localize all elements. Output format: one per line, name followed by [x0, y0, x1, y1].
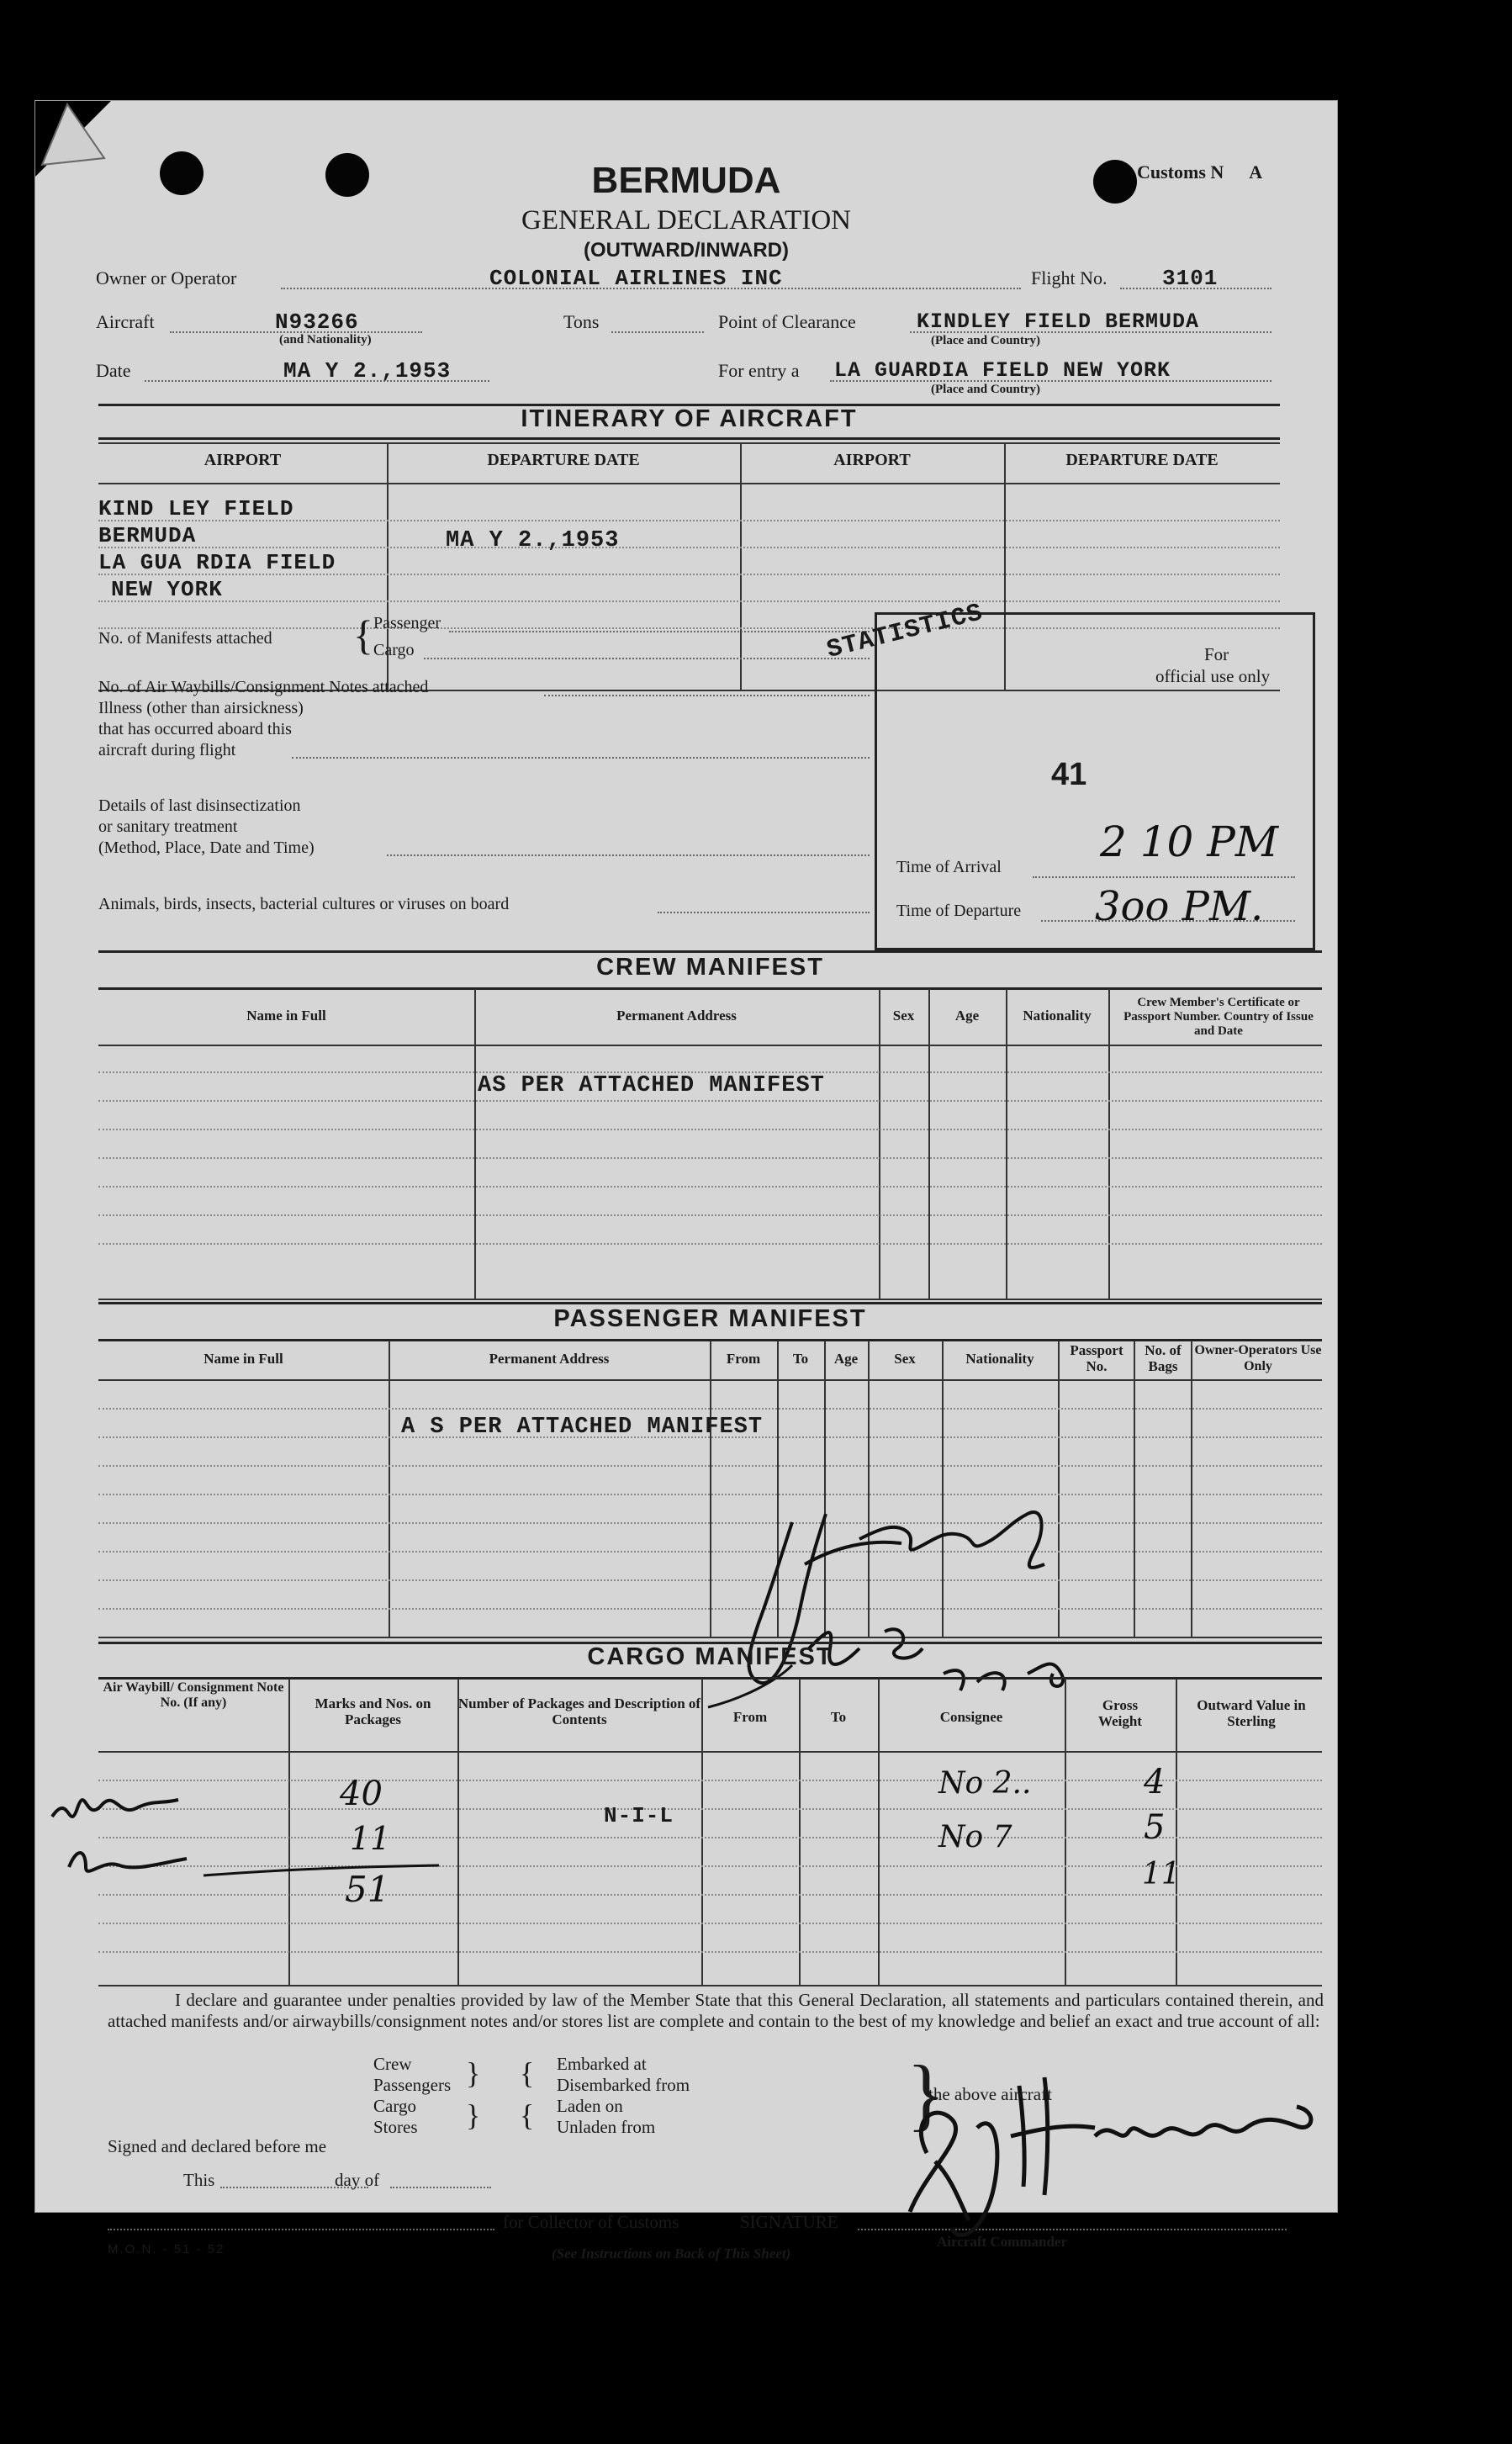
customs-number: [1137, 161, 1262, 183]
statistics-number: 41: [1051, 757, 1087, 792]
form-title: GENERAL DECLARATION: [521, 205, 851, 235]
departure-label: Time of Departure: [896, 902, 1022, 920]
disinsect-line-1: Details of last disinsectization: [98, 796, 301, 815]
crew-header-nationality: Nationality: [1023, 1008, 1092, 1024]
illness-line-2: that has occurred aboard this: [98, 720, 292, 738]
signed-label: Signed and declared before me: [108, 2136, 327, 2156]
pax-header-owner: Owner-Operators Use Only: [1194, 1343, 1322, 1373]
pax-header-bags: No. of Bags: [1145, 1342, 1182, 1374]
cargo-contents: N-I-L: [604, 1803, 674, 1828]
crew-note: AS PER ATTACHED MANIFEST: [478, 1073, 825, 1098]
decl-stores: Stores: [373, 2117, 418, 2137]
cargo-header-to: To: [830, 1709, 847, 1725]
itin-airport-1: KIND LEY FIELD: [98, 496, 294, 521]
illness-line-3: aircraft during flight: [98, 741, 236, 759]
cargo-hand-consignee-2: No 7: [938, 1820, 1012, 1854]
cargo-hand-marks-1: 40: [340, 1775, 383, 1813]
itin-airport-4: NEW YORK: [111, 577, 223, 602]
tons-label: Tons: [563, 311, 600, 332]
decl-embarked: Embarked at: [557, 2054, 647, 2074]
cargo-header-value: Outward Value in Sterling: [1197, 1697, 1306, 1729]
day-of-label: day of: [335, 2170, 380, 2190]
decl-brace-left: } }: [466, 2056, 481, 2132]
decl-cargo: Cargo: [373, 2096, 416, 2116]
cargo-header-consignee: Consignee: [939, 1709, 1003, 1725]
cargo-header-marks: Marks and Nos. on Packages: [315, 1695, 431, 1727]
decl-right: the above aircraft: [928, 2084, 1052, 2104]
decl-brace-mid: { {: [520, 2056, 535, 2132]
cargo-hand-weight-1: 4: [1144, 1763, 1166, 1801]
cargo-hand-weight-3: 11: [1142, 1857, 1181, 1891]
declaration-text: I declare and guarantee under penalties provided by law of the Member State that this General Declaration, all statements and particulars contained therein, and attached manifests and/or airwaybills/consignment notes and/or stores list are complete and contain to the best of my knowledge and belief an exact and true account of all:: [108, 1990, 1324, 2031]
customs-value: A: [1249, 161, 1263, 183]
cargo-hand-marks-3: 51: [345, 1869, 390, 1910]
date-label: Date: [96, 360, 131, 381]
aircraft-value: N93266: [275, 309, 359, 335]
cargo-hand-consignee-1: No 2..: [938, 1766, 1032, 1801]
crew-header-age: Age: [954, 1008, 980, 1024]
illness-label: [98, 698, 304, 761]
disinsect-label: [98, 796, 315, 859]
crew-header-address: Permanent Address: [616, 1008, 737, 1024]
owner-value: COLONIAL AIRLINES INC: [489, 266, 783, 291]
official-use-label: official use only: [1155, 666, 1271, 686]
arrival-label: Time of Arrival: [896, 858, 1002, 876]
illness-line-1: Illness (other than airsickness): [98, 699, 304, 717]
cargo-hand-weight-2: 5: [1144, 1808, 1166, 1847]
passenger-label: Passenger: [373, 614, 441, 632]
disinsect-line-2: or sanitary treatment: [98, 817, 238, 836]
cargo-label: Cargo: [373, 641, 415, 659]
cargo-header-waybill: Air Waybill/ Consignment Note No. (If any): [103, 1680, 284, 1710]
passenger-note: A S PER ATTACHED MANIFEST: [401, 1415, 764, 1440]
signature-label: SIGNATURE: [740, 2212, 838, 2232]
waybills-label: No. of Air Waybills/Consignment Notes attached: [98, 678, 429, 696]
itin-airport-3: LA GUA RDIA FIELD: [98, 550, 336, 575]
decl-unladen: Unladen from: [557, 2117, 656, 2137]
collector-label: for Collector of Customs: [503, 2212, 679, 2232]
cargo-header-weight: Gross Weight: [1098, 1697, 1142, 1729]
crew-header-certificate: Crew Member's Certificate or Passport Number. Country of Issue and Date: [1123, 996, 1314, 1038]
handwritten-initials-signature: [691, 1396, 1162, 1724]
arrival-value: 2 10 PM: [1100, 817, 1279, 866]
decl-passengers: Passengers: [373, 2075, 452, 2095]
customs-label: Customs N: [1137, 161, 1224, 183]
pax-header-age: Age: [833, 1351, 859, 1367]
decl-crew: Crew: [373, 2054, 412, 2074]
instructions-label: (See Instructions on Back of This Sheet): [552, 2246, 791, 2261]
clearance-label: Point of Clearance: [718, 311, 856, 332]
form-number: M.O.N. - 51 - 52: [108, 2242, 225, 2256]
cargo-header-packages: Number of Packages and Description of Contents: [457, 1695, 701, 1727]
cargo-hand-marks-2: 11: [350, 1820, 391, 1857]
declaration-sheet: [35, 101, 1337, 2261]
itin-header-date-1: DEPARTURE DATE: [487, 451, 640, 469]
itin-header-airport-1: AIRPORT: [204, 451, 282, 469]
pax-header-sex: Sex: [894, 1351, 916, 1367]
declaration-mid-items: [557, 2054, 690, 2138]
passenger-title: PASSENGER MANIFEST: [553, 1305, 867, 1332]
form-subtitle: (OUTWARD/INWARD): [584, 239, 789, 262]
itin-departure-date: MA Y 2.,1953: [446, 528, 620, 553]
commander-signature: [876, 2035, 1330, 2254]
pax-header-passport: Passport No.: [1070, 1342, 1123, 1374]
decl-laden: Laden on: [557, 2096, 623, 2116]
statistics-stamp: STATISTICS: [824, 599, 986, 665]
entry-value: LA GUARDIA FIELD NEW YORK: [834, 358, 1171, 383]
aircraft-label: Aircraft: [96, 311, 155, 332]
disinsect-line-3: (Method, Place, Date and Time): [98, 838, 315, 857]
decl-brace-right: }: [907, 2049, 946, 2139]
entry-note: (Place and Country): [931, 383, 1040, 396]
this-label: This: [183, 2170, 215, 2190]
animals-label: Animals, birds, insects, bacterial cultures or viruses on board: [98, 895, 510, 913]
cargo-header-from: From: [732, 1709, 768, 1725]
entry-label: For entry a: [718, 360, 800, 381]
crew-header-sex: Sex: [892, 1008, 915, 1024]
date-value: MA Y 2.,1953: [283, 358, 452, 384]
clearance-value: KINDLEY FIELD BERMUDA: [917, 309, 1200, 334]
declaration-left-items: [373, 2054, 451, 2138]
pax-header-from: From: [726, 1351, 761, 1367]
itin-header-date-2: DEPARTURE DATE: [1065, 451, 1219, 469]
pax-header-address: Permanent Address: [489, 1351, 610, 1367]
owner-label: Owner or Operator: [96, 267, 237, 288]
decl-disembarked: Disembarked from: [557, 2075, 690, 2095]
cargo-margin-scribbles: [35, 1766, 456, 1884]
cargo-title: CARGO MANIFEST: [587, 1643, 833, 1670]
manifests-brace: {: [353, 611, 373, 659]
aircraft-note: (and Nationality): [279, 333, 372, 346]
flight-value: 3101: [1162, 266, 1219, 291]
pax-header-name: Name in Full: [204, 1351, 283, 1367]
pax-header-nationality: Nationality: [965, 1351, 1034, 1367]
pax-header-to: To: [792, 1351, 809, 1367]
clearance-note: (Place and Country): [931, 334, 1040, 347]
crew-header-name: Name in Full: [246, 1008, 326, 1024]
itinerary-title: ITINERARY OF AIRCRAFT: [521, 405, 858, 432]
departure-value: 3oo PM.: [1095, 883, 1264, 930]
manifests-label: No. of Manifests attached: [98, 629, 272, 648]
country-title: BERMUDA: [591, 160, 781, 201]
commander-label: Aircraft Commander: [937, 2234, 1068, 2250]
for-label: For: [1204, 644, 1229, 664]
crew-title: CREW MANIFEST: [596, 954, 824, 981]
itin-header-airport-2: AIRPORT: [833, 451, 911, 469]
flight-label: Flight No.: [1031, 267, 1108, 288]
itin-airport-2: BERMUDA: [98, 523, 197, 548]
